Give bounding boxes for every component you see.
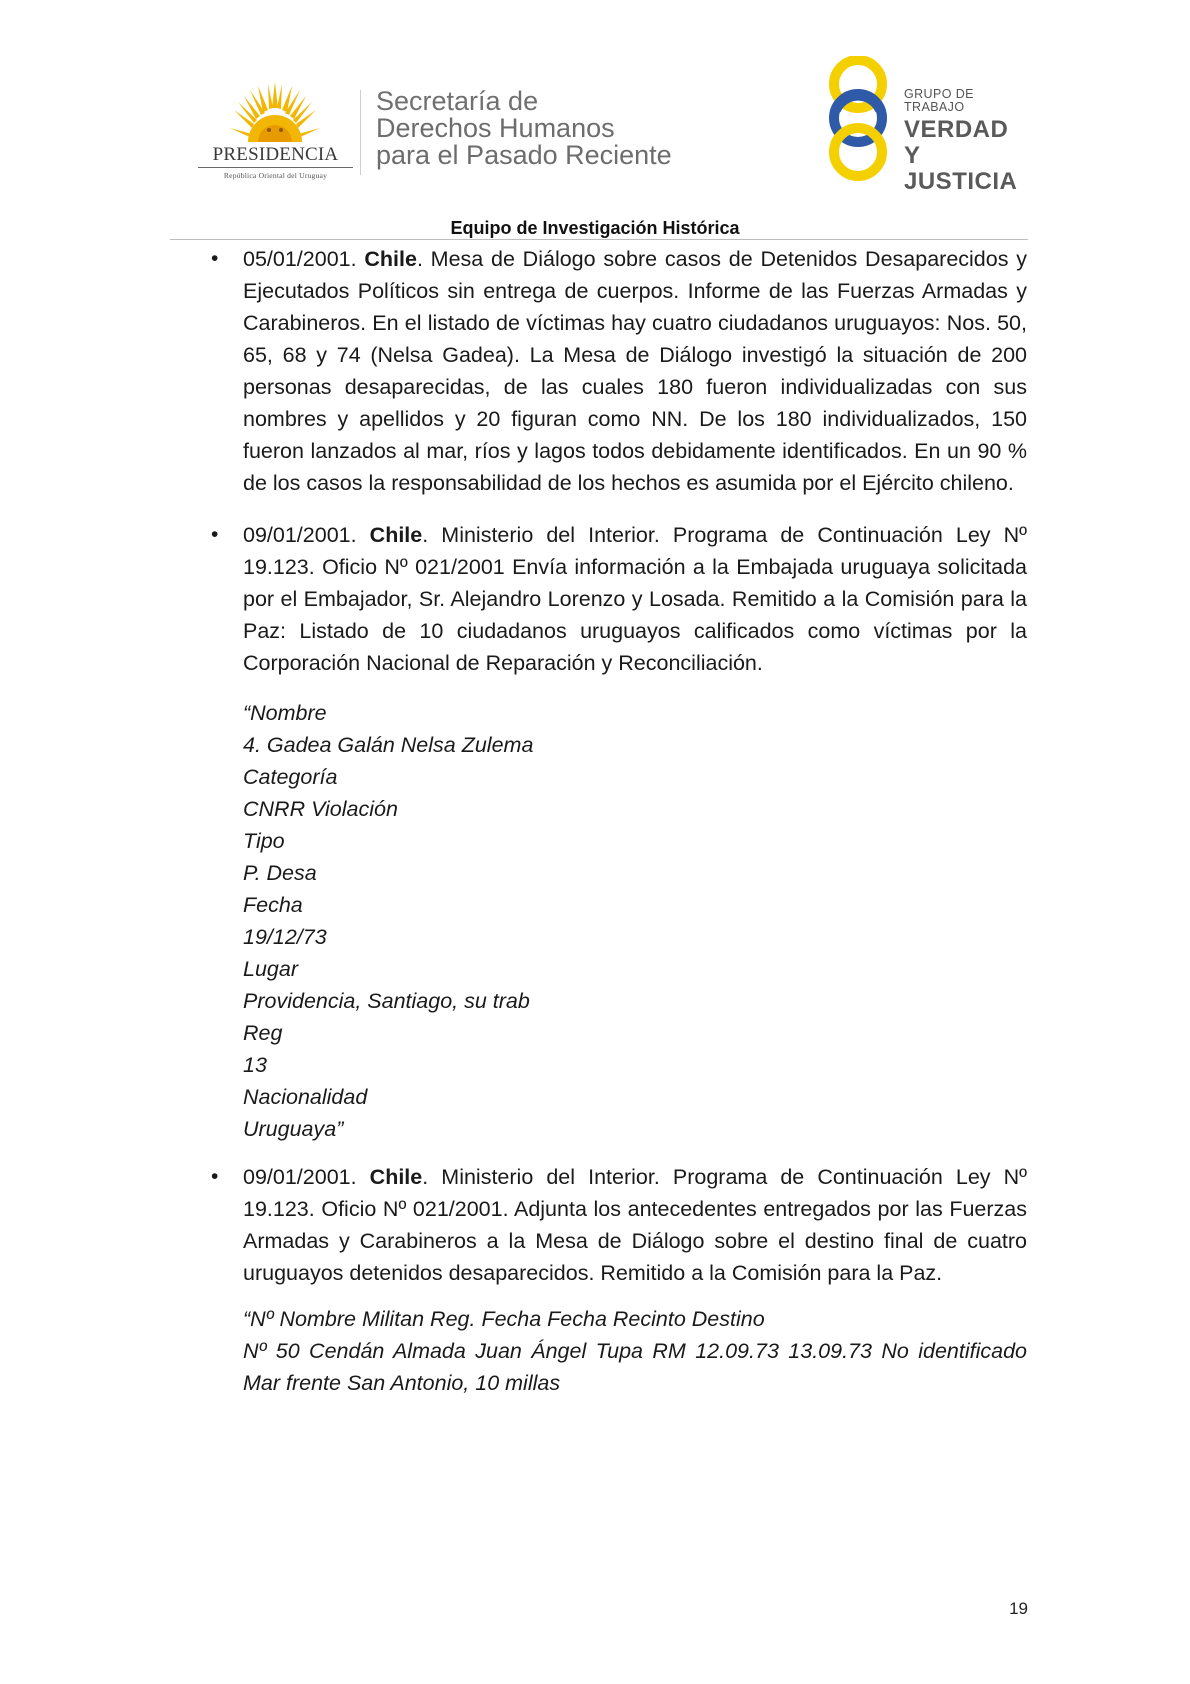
quote-line: Providencia, Santiago, su trab — [243, 989, 530, 1013]
presidencia-subtitle: República Oriental del Uruguay — [223, 171, 328, 180]
quote-line: “Nombre — [243, 701, 327, 725]
quote-line: Reg — [243, 1021, 283, 1045]
presidencia-title: PRESIDENCIA — [212, 144, 339, 165]
quote-line: 19/12/73 — [243, 925, 327, 949]
quote-header-line: “Nº Nombre Militan Reg. Fecha Fecha Recinto Destino — [243, 1307, 765, 1331]
secretaria-line-1: Secretaría de — [376, 86, 539, 116]
team-title: Equipo de Investigación Histórica — [450, 218, 740, 238]
justicia-label: JUSTICIA — [904, 168, 1018, 195]
sun-emblem-icon — [228, 80, 323, 152]
logo-divider — [360, 90, 361, 175]
quote-line: Categoría — [243, 765, 338, 789]
header-rule — [170, 239, 1028, 240]
quote-line: Fecha — [243, 893, 303, 917]
verdad-label: VERDAD Y — [904, 116, 1009, 169]
bullet-icon: • — [211, 1165, 219, 1188]
entry-date: 09/01/2001. — [243, 523, 357, 547]
victim-record-quote — [243, 697, 1027, 1145]
grupo-trabajo-label: GRUPO DE TRABAJO — [904, 87, 974, 114]
entry-paragraph — [243, 519, 1027, 679]
entry-date: 09/01/2001. — [243, 1165, 357, 1189]
destination-table-quote — [243, 1303, 1027, 1399]
secretaria-line-2: Derechos Humanos — [376, 113, 615, 143]
entry-paragraph — [243, 1161, 1027, 1289]
quote-row-line: Nº 50 Cendán Almada Juan Ángel Tupa RM 12.09.73 13.09.73 No identificado Mar frente San Antonio, 10 millas — [243, 1339, 1027, 1395]
entry-country: Chile — [364, 247, 417, 271]
secretaria-line-3: para el Pasado Reciente — [376, 140, 672, 170]
quote-line: Lugar — [243, 957, 298, 981]
entry-text: . Ministerio del Interior. Programa de Continuación Ley Nº 19.123. Oficio Nº 021/2001. Adjunta los antecedentes entregados por las Fuerzas Armadas y Carabineros a la Mesa de Diálogo sobre el destino final de cuatro uruguayos detenidos desaparecidos. Remitido a la Comisión para la Paz. — [243, 1165, 1027, 1285]
quote-line: Uruguaya” — [243, 1117, 344, 1141]
list-item — [211, 243, 1027, 499]
quote-line: 4. Gadea Galán Nelsa Zulema — [243, 733, 534, 757]
presidencia-divider — [198, 167, 353, 168]
document-body — [0, 243, 1190, 1399]
entry-text: . Mesa de Diálogo sobre casos de Detenidos Desaparecidos y Ejecutados Políticos sin entrega de cuerpos. Informe de las Fuerzas Armadas y Carabineros. En el listado de víctimas hay cuatro ciudadanos uruguayos: Nos. 50, 65, 68 y 74 (Nelsa Gadea). La Mesa de Diálogo investigó la situación de 200 personas desaparecidas, de las cuales 180 fueron individualizadas con sus nombres y apellidos y 20 figuran como NN. De los 180 individualizados, 150 fueron lanzados al mar, ríos y lagos todos debidamente identificados. En un 90 % de los casos la responsabilidad de los hechos es asumida por el Ejército chileno. — [243, 247, 1027, 495]
list-item — [211, 519, 1027, 679]
entry-country: Chile — [369, 523, 423, 547]
secretaria-logo — [376, 88, 672, 169]
verdad-justicia-logo — [818, 56, 1028, 195]
bullet-icon: • — [211, 523, 219, 546]
page-number: 19 — [1009, 1599, 1028, 1618]
entry-date: 05/01/2001. — [243, 247, 357, 271]
entry-text: . Ministerio del Interior. Programa de Continuación Ley Nº 19.123. Oficio Nº 021/2001 Envía información a la Embajada uruguaya solicitada por el Embajador, Sr. Alejandro Lorenzo y Losada. Remitido a la Comisión para la Paz: Listado de 10 ciudadanos uruguayos calificados como víctimas por la Corporación Nacional de Reparación y Reconciliación. — [243, 523, 1027, 675]
quote-line: Tipo — [243, 829, 285, 853]
quote-line: P. Desa — [243, 861, 317, 885]
quote-line: 13 — [243, 1053, 267, 1077]
verdad-justicia-text — [904, 88, 1028, 195]
linked-rings-icon — [818, 56, 898, 181]
bullet-icon: • — [211, 247, 219, 270]
quote-line: Nacionalidad — [243, 1085, 368, 1109]
list-item — [211, 1161, 1027, 1289]
entry-country: Chile — [369, 1165, 423, 1189]
entry-paragraph — [243, 243, 1027, 499]
presidencia-logo — [198, 80, 353, 180]
page-header — [0, 0, 1190, 240]
quote-line: CNRR Violación — [243, 797, 398, 821]
